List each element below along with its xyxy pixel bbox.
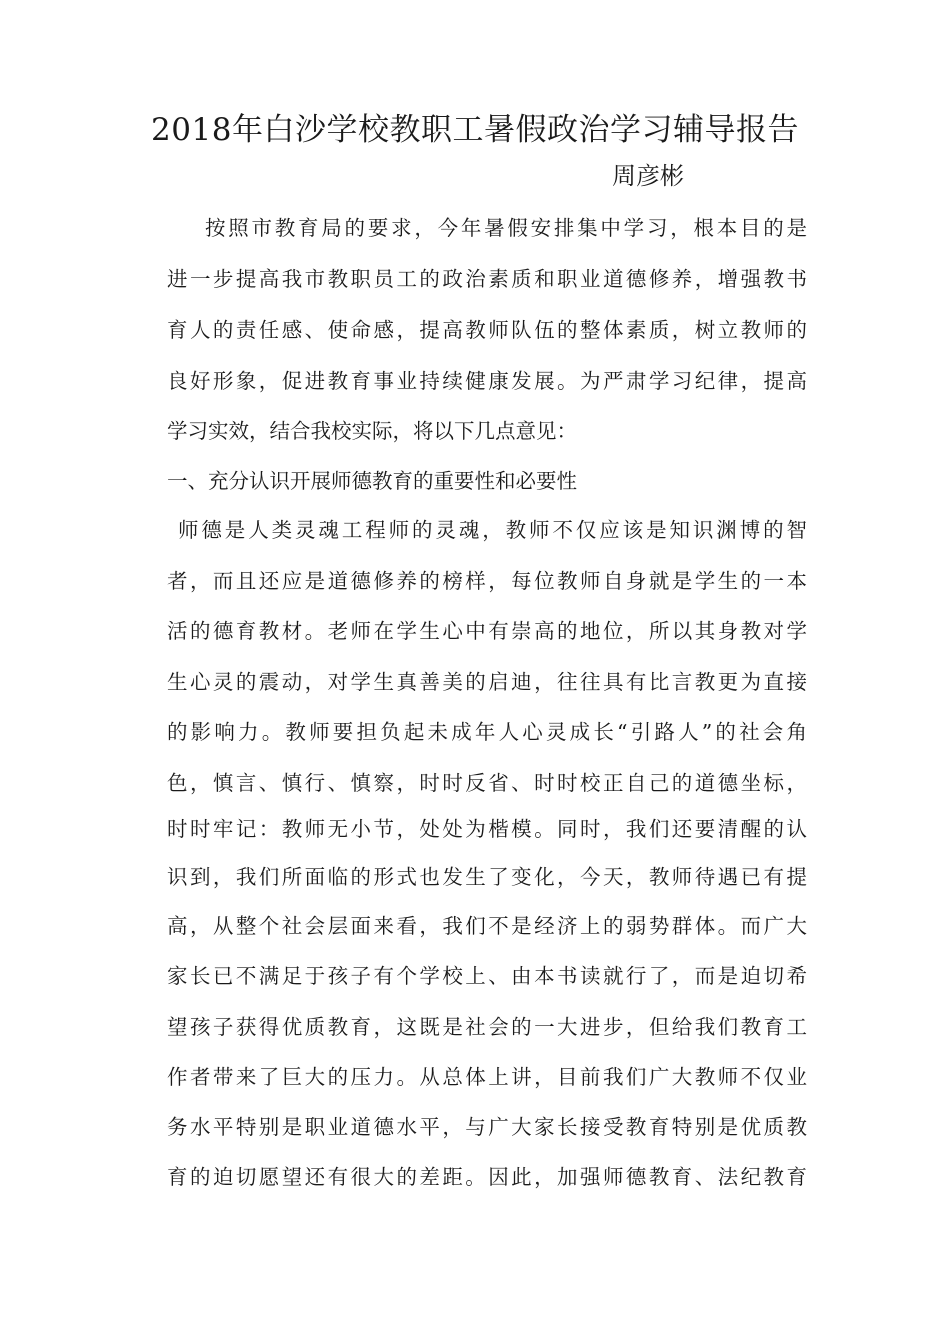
paragraph-line: 良好形象，促进教育事业持续健康发展。为严肃学习纪律，提高	[167, 369, 807, 393]
paragraph-line: 学习实效，结合我校实际，将以下几点意见：	[167, 419, 577, 443]
paragraph-line: 者，而且还应是道德修养的榜样，每位教师自身就是学生的一本	[167, 569, 807, 593]
section-heading: 一、充分认识开展师德教育的重要性和必要性	[167, 469, 577, 493]
paragraph-line: 活的德育教材。老师在学生心中有崇高的地位，所以其身教对学	[167, 619, 807, 643]
document-title: 2018年白沙学校教职工暑假政治学习辅导报告	[151, 112, 799, 148]
paragraph-line: 按照市教育局的要求，今年暑假安排集中学习，根本目的是	[205, 216, 807, 240]
paragraph-line: 识到，我们所面临的形式也发生了变化，今天，教师待遇已有提	[167, 865, 807, 889]
paragraph-line: 师德是人类灵魂工程师的灵魂，教师不仅应该是知识渊博的智	[178, 518, 807, 542]
paragraph-line: 育的迫切愿望还有很大的差距。因此，加强师德教育、法纪教育	[167, 1165, 807, 1189]
paragraph-line: 色，慎言、慎行、慎察，时时反省、时时校正自己的道德坐标，	[167, 771, 807, 795]
paragraph-line: 务水平特别是职业道德水平，与广大家长接受教育特别是优质教	[167, 1115, 807, 1139]
paragraph-line: 作者带来了巨大的压力。从总体上讲，目前我们广大教师不仅业	[167, 1065, 807, 1089]
paragraph-line: 望孩子获得优质教育，这既是社会的一大进步，但给我们教育工	[167, 1015, 807, 1039]
paragraph-line: 家长已不满足于孩子有个学校上、由本书读就行了，而是迫切希	[167, 964, 807, 988]
paragraph-line: 育人的责任感、使命感，提高教师队伍的整体素质，树立教师的	[167, 318, 807, 342]
paragraph-line: 时时牢记：教师无小节，处处为楷模。同时，我们还要清醒的认	[167, 817, 807, 841]
paragraph-line: 高，从整个社会层面来看，我们不是经济上的弱势群体。而广大	[167, 914, 807, 938]
paragraph-line: 进一步提高我市教职员工的政治素质和职业道德修养，增强教书	[167, 267, 807, 291]
document-author: 周彦彬	[612, 162, 684, 190]
paragraph-line: 生心灵的震动，对学生真善美的启迪，往往具有比言教更为直接	[167, 670, 807, 694]
paragraph-line: 的影响力。教师要担负起未成年人心灵成长“引路人”的社会角	[167, 720, 807, 744]
